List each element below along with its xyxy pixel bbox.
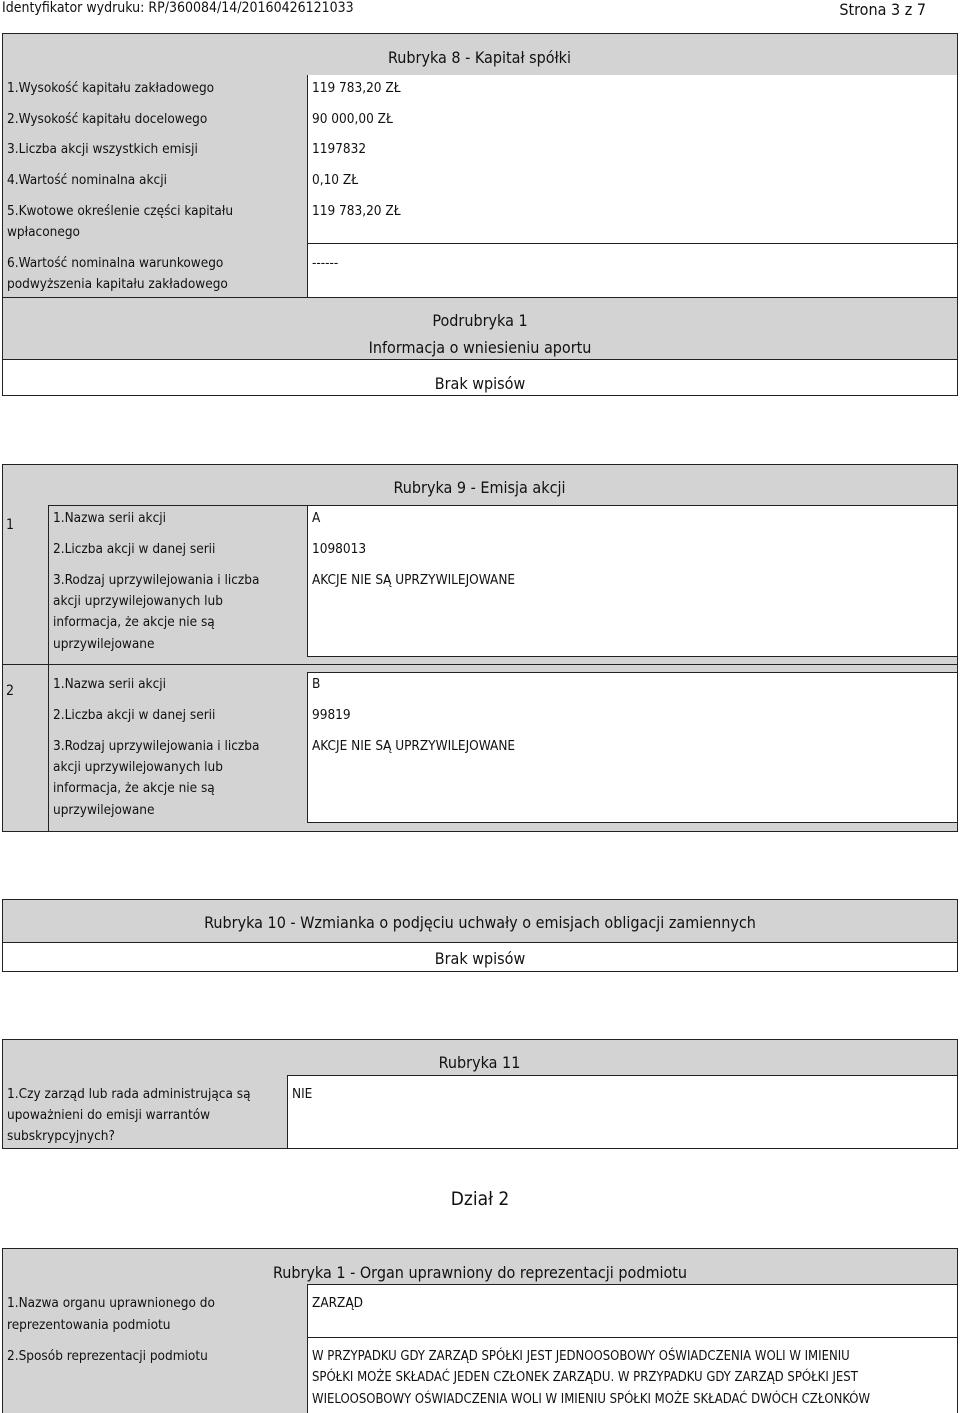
r11-value-area (287, 1075, 958, 1149)
d2r1-label-a2: reprezentowania podmiotu (7, 1317, 171, 1333)
rubryka-10-empty: Brak wpisów (434, 949, 526, 968)
print-identifier: Identyfikator wydruku: RP/360084/14/20160426121033 (2, 0, 354, 16)
r11-label-c: subskrypcyjnych? (7, 1128, 115, 1144)
emission-2-label-3d: uprzywilejowane (53, 802, 155, 818)
r8-label-4: 4.Wartość nominalna akcji (7, 172, 167, 188)
r8-label-5a: 5.Kwotowe określenie części kapitału (7, 203, 234, 219)
rubryka-10-title: Rubryka 10 - Wzmianka o podjęciu uchwały o emisjach obligacji zamiennych (204, 913, 756, 932)
emission-2-label-3b: akcji uprzywilejowanych lub (53, 759, 223, 775)
emission-2-value-1: B (312, 676, 321, 692)
d2-rubryka-1-title: Rubryka 1 - Organ uprawniony do reprezentacji podmiotu (272, 1263, 688, 1282)
r8-value-4: 0,10 ZŁ (312, 172, 359, 188)
d2r1-value-b-line1: W PRZYPADKU GDY ZARZĄD SPÓŁKI JEST JEDNOOSOBOWY OŚWIADCZENIA WOLI W IMIENIU (312, 1349, 850, 1364)
emission-1-number: 1 (6, 517, 15, 533)
d2r1-value-a: ZARZĄD (312, 1295, 364, 1311)
r9-num-divider (48, 505, 49, 832)
emission-1-label-3c: informacja, że akcje nie są (53, 614, 215, 630)
r9-entry-divider (2, 664, 958, 665)
emission-2-value-2: 99819 (312, 707, 351, 723)
d2r1-value-a-area (307, 1284, 958, 1338)
dzial-2-heading: Dział 2 (450, 1188, 510, 1210)
emission-1-label-3a: 3.Rodzaj uprzywilejowania i liczba (53, 572, 260, 588)
rubryka-9-title: Rubryka 9 - Emisja akcji (393, 478, 566, 497)
r8-label-3: 3.Liczba akcji wszystkich emisji (7, 141, 198, 157)
emission-1-label-2: 2.Liczba akcji w danej serii (53, 541, 216, 557)
emission-2-label-3a: 3.Rodzaj uprzywilejowania i liczba (53, 738, 260, 754)
r8-label-2: 2.Wysokość kapitału docelowego (7, 111, 208, 127)
emission-2-value-3: AKCJE NIE SĄ UPRZYWILEJOWANE (312, 738, 516, 754)
emission-1-label-1: 1.Nazwa serii akcji (53, 510, 167, 526)
r8-value-1: 119 783,20 ZŁ (312, 80, 401, 96)
r8-value-area (307, 75, 958, 243)
r11-label-a: 1.Czy zarząd lub rada administrująca są (7, 1086, 251, 1102)
r11-value: NIE (292, 1086, 313, 1102)
r8-value-area-6 (307, 243, 958, 298)
podrubryka-1-title: Podrubryka 1 (432, 311, 528, 330)
r8-value-2: 90 000,00 ZŁ (312, 111, 393, 127)
r8-value-6: ------ (312, 255, 339, 271)
emission-2-label-2: 2.Liczba akcji w danej serii (53, 707, 216, 723)
podrubryka-1-empty: Brak wpisów (434, 374, 526, 393)
rubryka-11-title: Rubryka 11 (438, 1053, 521, 1072)
r8-label-6a: 6.Wartość nominalna warunkowego (7, 255, 224, 271)
d2r1-label-a1: 1.Nazwa organu uprawnionego do (7, 1295, 215, 1311)
emission-1-value-1: A (312, 510, 321, 526)
d2r1-value-b-line2: SPÓŁKI MOŻE SKŁADAĆ JEDEN CZŁONEK ZARZĄDU. W PRZYPADKU GDY ZARZĄD SPÓŁKI JEST (312, 1370, 858, 1385)
rubryka-8-title: Rubryka 8 - Kapitał spółki (387, 48, 571, 67)
r8-value-5: 119 783,20 ZŁ (312, 203, 401, 219)
r11-label-b: upoważnieni do emisji warrantów (7, 1107, 211, 1123)
r8-label-6b: podwyższenia kapitału zakładowego (7, 276, 228, 292)
d2r1-value-b-line3: WIELOOSOBOWY OŚWIADCZENIA WOLI W IMIENIU SPÓŁKI MOŻE SKŁADAĆ DWÓCH CZŁONKÓW (312, 1392, 871, 1407)
r8-label-5b: wpłaconego (7, 224, 80, 240)
emission-1-label-3b: akcji uprzywilejowanych lub (53, 593, 223, 609)
podrubryka-1-subtitle: Informacja o wniesieniu aportu (368, 338, 592, 357)
r8-value-3: 1197832 (312, 141, 367, 157)
emission-2-label-3c: informacja, że akcje nie są (53, 780, 215, 796)
d2r1-label-b: 2.Sposób reprezentacji podmiotu (7, 1348, 208, 1364)
r8-label-1: 1.Wysokość kapitału zakładowego (7, 80, 215, 96)
emission-1-value-2: 1098013 (312, 541, 367, 557)
emission-2-label-1: 1.Nazwa serii akcji (53, 676, 167, 692)
emission-1-value-3: AKCJE NIE SĄ UPRZYWILEJOWANE (312, 572, 516, 588)
emission-1-label-3d: uprzywilejowane (53, 636, 155, 652)
page-number: Strona 3 z 7 (839, 0, 926, 19)
emission-2-number: 2 (6, 683, 15, 699)
